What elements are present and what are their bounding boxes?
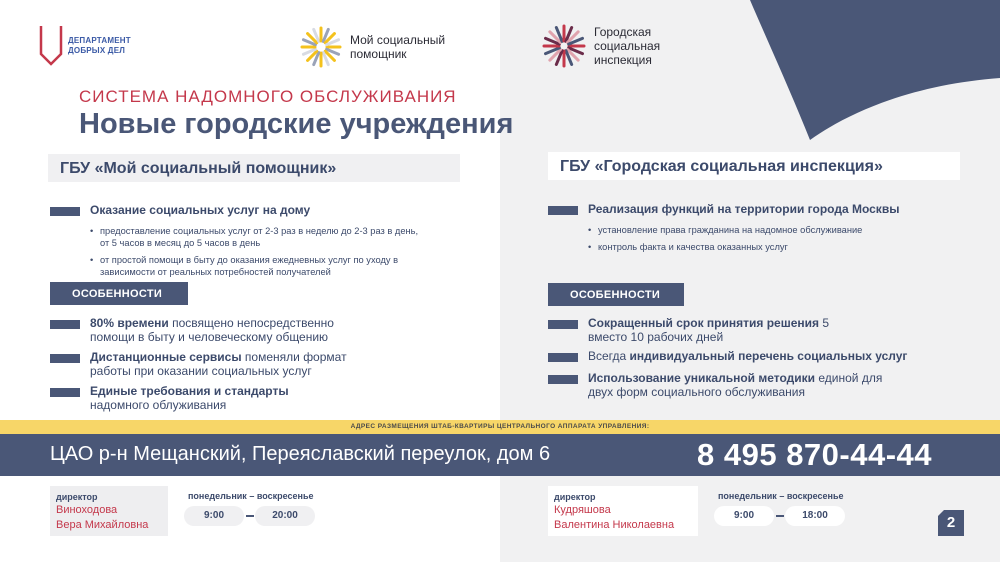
right-feature-3-text: единой для двух форм социального обслуживания [588, 371, 883, 399]
bullet-bar [50, 207, 80, 216]
features-badge-left: ОСОБЕННОСТИ [50, 282, 188, 305]
left-feature-2-text: поменяли формат работы при оказании социальных услуг [90, 350, 347, 378]
left-feature-1-bold: 80% времени [90, 316, 169, 330]
left-feature-3 [50, 384, 380, 412]
left-feature-2-bold: Дистанционные сервисы [90, 350, 242, 364]
right-service-point-2: • контроль факта и качества оказанных услуг [588, 241, 899, 253]
right-feature-3 [548, 371, 948, 399]
right-feature-1-text: 5 вместо 10 рабочих дней [588, 316, 830, 344]
address-text: ЦАО р-н Мещанский, Переяславский переулок, дом 6 [50, 443, 551, 465]
right-feature-3-bold: Использование уникальной методики [588, 371, 816, 385]
right-feature-2-bold: индивидуальный перечень социальных услуг [629, 349, 908, 363]
left-feature-3-bold: Единые требования и стандарты [90, 384, 289, 398]
director-label-left: директор [56, 492, 98, 502]
page-number-notch [938, 510, 944, 516]
bullet-bar [50, 354, 80, 363]
hours-to-right: 18:00 [785, 506, 845, 526]
director-box-right [548, 486, 698, 536]
msp-logo-line-2: помощник [350, 47, 407, 61]
department-logo-line-2: ДОБРЫХ ДЕЛ [68, 46, 126, 55]
bullet-bar [548, 353, 578, 362]
left-service-block [50, 203, 440, 283]
hours-dash-left [246, 515, 254, 517]
left-feature-1 [50, 316, 380, 344]
left-feature-3-text: надомного облуживания [90, 398, 227, 412]
bullet-bar [50, 388, 80, 397]
hours-label-left: понедельник – воскресенье [188, 491, 314, 501]
right-service-block [548, 202, 948, 258]
hours-label-right: понедельник – воскресенье [718, 491, 844, 501]
page-subtitle: СИСТЕМА НАДОМНОГО ОБСЛУЖИВАНИЯ [79, 87, 457, 106]
gsi-logo-line-2: социальная [594, 39, 661, 53]
department-logo-line-1: ДЕПАРТАМЕНТ [68, 36, 131, 45]
starburst-icon [542, 24, 586, 68]
right-feature-1 [548, 316, 858, 344]
bullet-bar [50, 320, 80, 329]
right-feature-1-bold: Сокращенный срок принятия решения [588, 316, 820, 330]
right-service-title: Реализация функций на территории города Москвы [588, 202, 900, 216]
hours-dash-right [776, 515, 784, 517]
left-feature-2 [50, 350, 380, 378]
org-title-left: ГБУ «Мой социальный помощник» [48, 154, 460, 182]
left-service-title: Оказание социальных услуг на дому [90, 203, 311, 217]
decorative-corner-shape [750, 0, 1000, 140]
director-name-left-2: Вера Михайловна [56, 519, 149, 531]
director-label-right: директор [554, 492, 596, 502]
director-name-right-2: Валентина Николаевна [554, 519, 675, 531]
left-service-point-1: • предоставление социальных услуг от 2-3 раз в неделю до 2-3 раз в день, от 5 часов в месяц до 5 часов в день [90, 225, 425, 249]
right-feature-2 [548, 349, 948, 363]
hours-from-left: 9:00 [184, 506, 244, 526]
director-name-left-1: Виноходова [56, 504, 118, 516]
department-shield-icon [38, 24, 64, 68]
bullet-bar [548, 375, 578, 384]
bullet-bar [548, 320, 578, 329]
page-title: Новые городские учреждения [79, 108, 514, 140]
gsi-logo-line-1: Городская [594, 25, 652, 39]
logo-my-social-assistant [300, 26, 445, 68]
hours-from-right: 9:00 [714, 506, 774, 526]
gsi-logo-line-3: инспекция [594, 53, 652, 67]
left-feature-1-text: посвящено непосредственно помощи в быту и человеческому общению [90, 316, 334, 344]
msp-logo-line-1: Мой социальный [350, 33, 446, 47]
address-label: АДРЕС РАЗМЕЩЕНИЯ ШТАБ-КВАРТИРЫ ЦЕНТРАЛЬНОГО АППАРАТА УПРАВЛЕНИЯ: [0, 420, 1000, 434]
hours-to-left: 20:00 [255, 506, 315, 526]
director-box-left [50, 486, 168, 536]
phone-number[interactable]: 8 495 870-44-44 [697, 437, 933, 472]
features-badge-right: ОСОБЕННОСТИ [548, 283, 684, 306]
logo-department-of-good-deeds [38, 24, 131, 68]
department-logo-text [68, 36, 131, 56]
director-name-right-1: Кудряшова [554, 504, 611, 516]
sun-rays-icon [300, 26, 342, 68]
left-service-point-2: • от простой помощи в быту до оказания ежедневных услуг по уходу в зависимости от реальных потребностей получателей [90, 254, 430, 278]
right-feature-2-pre: Всегда [588, 349, 630, 363]
logo-city-social-inspection [542, 24, 660, 68]
org-title-right: ГБУ «Городская социальная инспекция» [548, 152, 960, 180]
page-number: 2 [938, 510, 964, 536]
bullet-bar [548, 206, 578, 215]
right-service-point-1: • установление права гражданина на надомное обслуживание [588, 224, 899, 236]
